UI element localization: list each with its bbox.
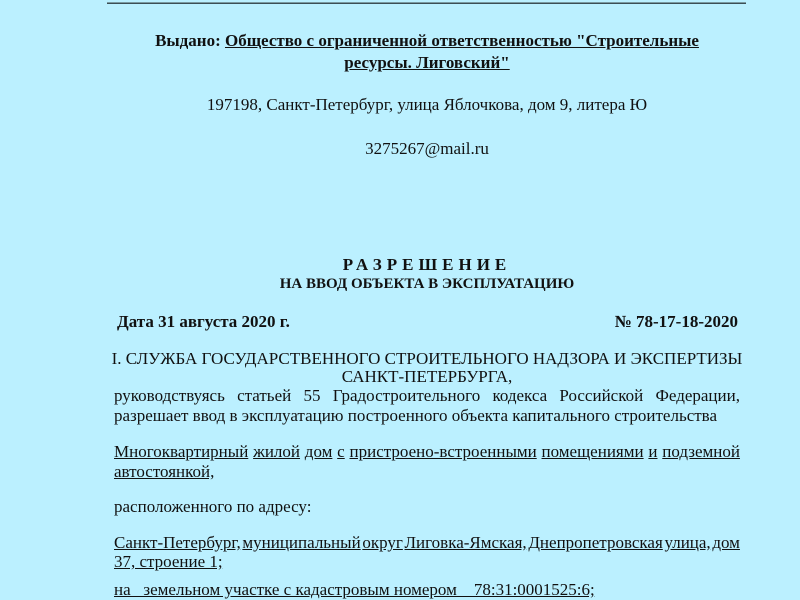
word: округ bbox=[362, 533, 403, 552]
document-number: № 78-17-18-2020 bbox=[614, 312, 738, 331]
word: улица, bbox=[664, 533, 711, 552]
word: Федерации, bbox=[655, 386, 740, 405]
document-date: Дата 31 августа 2020 г. bbox=[117, 312, 290, 331]
top-divider bbox=[107, 2, 746, 4]
word: Санкт-Петербург, bbox=[114, 533, 241, 552]
word: дом bbox=[712, 533, 740, 552]
word: муниципальный bbox=[242, 533, 361, 552]
word: с bbox=[337, 442, 345, 461]
word: дом bbox=[304, 442, 333, 461]
land-plot-cadastral: на земельном участке с кадастровым номером 78:31:0001525:6; bbox=[114, 580, 595, 599]
word: руководствуясь bbox=[114, 386, 225, 405]
object-address-line2: 37, строение 1; bbox=[114, 552, 223, 571]
issued-to-label: Выдано: bbox=[155, 31, 221, 50]
issuer-address: 197198, Санкт-Петербург, улица Яблочкова, дом 9, литера Ю bbox=[206, 95, 648, 114]
document-title: РАЗРЕШЕНИЕ bbox=[342, 255, 512, 274]
word: Многоквартирный bbox=[114, 442, 249, 461]
basis-line1 bbox=[114, 386, 740, 406]
word: 55 bbox=[303, 386, 321, 405]
word: Лиговка-Ямская, bbox=[404, 533, 527, 552]
located-label: расположенного по адресу: bbox=[114, 497, 312, 516]
word: помещениями bbox=[541, 442, 644, 461]
word: статьей bbox=[237, 386, 292, 405]
word: пристроено-встроенными bbox=[349, 442, 537, 461]
word: и bbox=[648, 442, 658, 461]
object-line1 bbox=[114, 442, 740, 462]
issued-to-line2: ресурсы. Лиговский" bbox=[344, 53, 510, 72]
issuer-email: 3275267@mail.ru bbox=[365, 139, 489, 158]
word: Российской bbox=[559, 386, 644, 405]
basis-line2: разрешает ввод в эксплуатацию построенного объекта капитального строительства bbox=[114, 406, 718, 425]
word: жилой bbox=[253, 442, 301, 461]
issued-to-org-name: Общество с ограниченной ответственностью "Строительные bbox=[224, 31, 699, 50]
authority-line1: I. СЛУЖБА ГОСУДАРСТВЕННОГО СТРОИТЕЛЬНОГО НАДЗОРА И ЭКСПЕРТИЗЫ bbox=[111, 349, 743, 368]
word: Днепропетровская bbox=[528, 533, 663, 552]
object-address-line1 bbox=[114, 533, 740, 553]
authority-line2: САНКТ-ПЕТЕРБУРГА, bbox=[341, 367, 513, 386]
word: Градостроительного bbox=[332, 386, 481, 405]
object-line2: автостоянкой, bbox=[114, 462, 215, 481]
word: подземной bbox=[662, 442, 740, 461]
document-subtitle: НА ВВОД ОБЪЕКТА В ЭКСПЛУАТАЦИЮ bbox=[279, 276, 575, 292]
issued-to-line1 bbox=[0, 31, 800, 51]
word: кодекса bbox=[492, 386, 548, 405]
